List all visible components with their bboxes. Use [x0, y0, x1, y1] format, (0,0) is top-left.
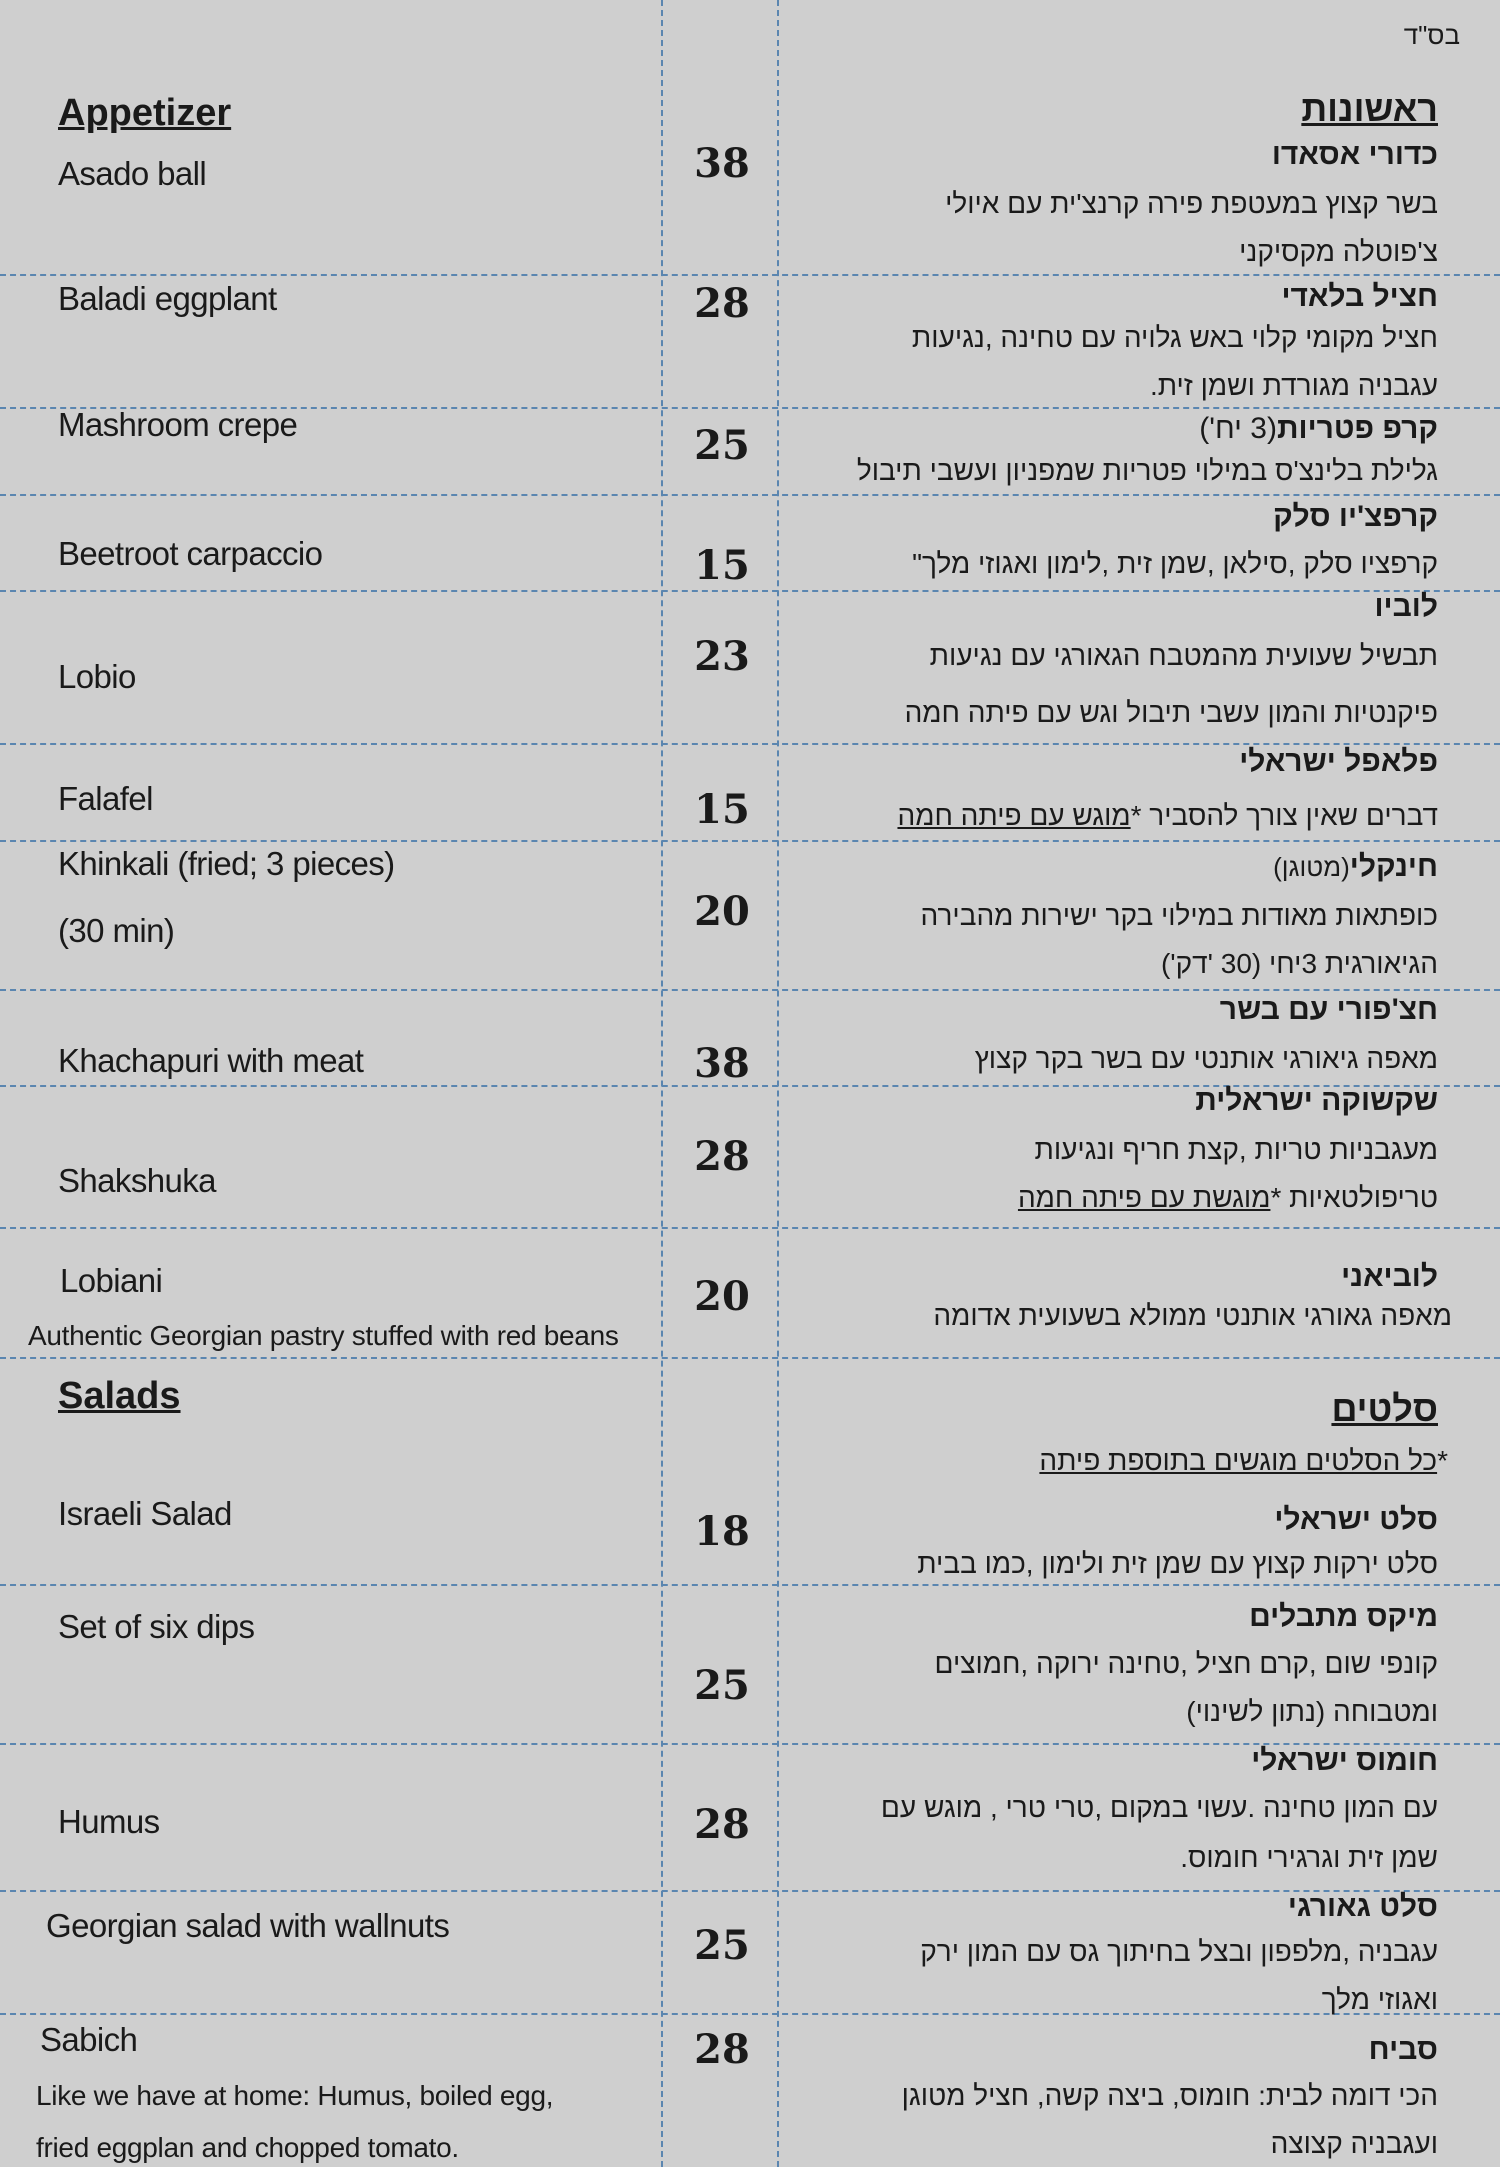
item-title-he: קרפצ'יו סלק: [1273, 500, 1438, 533]
item-name-en: Khinkali (fried; 3 pieces): [58, 845, 395, 882]
item-name-en: Set of six dips: [58, 1608, 255, 1645]
item-desc-en: Like we have at home: Humus, boiled egg,: [36, 2080, 554, 2111]
row-divider: [0, 494, 1500, 496]
item-desc-he: טריפולטאיות *מוגשת עם פיתה חמה: [1017, 1182, 1438, 1213]
item-name-en-line2: (30 min): [58, 912, 175, 949]
item-price: 38: [694, 140, 750, 187]
item-price: 20: [694, 1273, 750, 1320]
item-desc-he: גלילת בלינצ'ס במילוי פטריות שמפניון ועשבי תיבול: [856, 455, 1438, 486]
item-desc-he: ועגבניה קצוצה: [1270, 2128, 1438, 2159]
item-title-he: שקשוקה ישראלית: [1195, 1084, 1438, 1117]
item-price: 28: [694, 1801, 750, 1848]
salads-heading-he: סלטים: [1331, 1388, 1438, 1429]
appetizer-heading-en: Appetizer: [58, 92, 232, 134]
row-divider: [0, 1227, 1500, 1229]
item-desc-he: הכי דומה לבית: חומוס, ביצה קשה, חציל מטוגן: [901, 2080, 1438, 2111]
item-desc-he: עם המון טחינה .עשוי במקום ,טרי טרי , מוגש עם: [880, 1792, 1438, 1823]
item-price: 25: [694, 1662, 750, 1709]
item-desc-he: ומטבוחה (נתון לשינוי): [1186, 1696, 1438, 1727]
item-price: 15: [694, 786, 750, 833]
row-divider: [0, 1584, 1500, 1586]
item-title-he: חציל בלאדי: [1281, 280, 1438, 313]
appetizer-heading-he: ראשונות: [1301, 88, 1438, 129]
item-name-en: Sabich: [40, 2021, 138, 2058]
item-name-en: Khachapuri with meat: [58, 1042, 364, 1079]
item-desc-he: מעגבניות טריות ,קצת חריף ונגיעות: [1034, 1134, 1438, 1165]
item-title-he: לוביו: [1374, 590, 1438, 623]
item-desc-he: קונפי שום ,קרם חציל ,טחינה ירוקה ,חמוצים: [934, 1648, 1438, 1679]
item-name-en: Israeli Salad: [58, 1495, 232, 1532]
item-title-he: חינקלי(מטוגן): [1273, 850, 1438, 883]
item-desc-he: פיקנטיות והמון עשבי תיבול וגש עם פיתה חמה: [904, 697, 1438, 728]
item-desc-he: מאפה גיאורגי אותנטי עם בשר בקר קצוץ: [974, 1043, 1438, 1074]
item-desc-he: הגיאורגית 3יחי (30 'דק'): [1160, 948, 1438, 979]
salads-note-he: *כל הסלטים מוגשים בתוספת פיתה: [1039, 1445, 1448, 1476]
salads-heading-en: Salads: [58, 1375, 181, 1417]
item-desc-he: כופתאות מאודות במילוי בקר ישירות מהבירה: [920, 900, 1438, 931]
item-name-en: Baladi eggplant: [58, 280, 277, 317]
item-desc-he: דברים שאין צורך להסביר *מוגש עם פיתה חמה: [897, 800, 1438, 831]
item-title-he: לוביאני: [1341, 1260, 1438, 1293]
item-name-en: Humus: [58, 1803, 160, 1840]
item-name-en: Lobio: [58, 658, 136, 695]
item-title-he: סלט ישראלי: [1274, 1503, 1438, 1536]
item-desc-he: סלט ירקות קצוץ עם שמן זית ולימון ,כמו בבית: [917, 1548, 1438, 1579]
item-title-he: פלאפל ישראלי: [1239, 745, 1438, 778]
item-desc-he: צ'פוטלה מקסיקני: [1239, 236, 1438, 267]
item-name-en: Mashroom crepe: [58, 406, 298, 443]
item-desc-he: תבשיל שעועית מהמטבח הגאורגי עם נגיעות: [929, 640, 1438, 671]
item-title-he: כדורי אסאדו: [1271, 138, 1438, 171]
row-divider: [0, 989, 1500, 991]
item-desc-he: קרפציו סלק ,סילאן ,שמן זית ,לימון ואגוזי מלך": [912, 548, 1438, 579]
item-price: 15: [694, 542, 750, 589]
item-name-en: Falafel: [58, 780, 153, 817]
item-name-en: Shakshuka: [58, 1162, 216, 1199]
item-desc-he: שמן זית וגרגירי חומוס.: [1180, 1842, 1438, 1873]
item-title-he: חומוס ישראלי: [1251, 1744, 1438, 1777]
item-title-he: חצ'פורי עם בשר: [1219, 993, 1438, 1026]
row-divider: [0, 274, 1500, 276]
item-title-he: קרפ פטריות(3 יח'): [1199, 412, 1438, 445]
item-desc-he: בשר קצוץ במעטפת פירה קרנצ'ית עם איולי: [945, 188, 1438, 219]
item-name-en: Georgian salad with wallnuts: [46, 1907, 450, 1944]
item-desc-he: עגבניה ,מלפפון ובצל בחיתוך גס עם המון ירק: [920, 1936, 1438, 1967]
item-price: 28: [694, 1133, 750, 1180]
item-desc-en-line2: fried eggplan and chopped tomato.: [36, 2132, 459, 2163]
item-price: 20: [694, 888, 750, 935]
item-name-en: Beetroot carpaccio: [58, 535, 323, 572]
item-title-he: סלט גאורגי: [1287, 1890, 1438, 1923]
item-name-en: Asado ball: [58, 155, 207, 192]
bsd-mark: בס"ד: [1403, 20, 1460, 50]
item-price: 23: [694, 633, 750, 680]
item-desc-he: ואגוזי מלך: [1321, 1984, 1438, 2015]
item-price: 28: [694, 2026, 750, 2073]
item-price: 25: [694, 422, 750, 469]
item-title-he: מיקס מתבלים: [1249, 1600, 1438, 1633]
item-price: 38: [694, 1040, 750, 1087]
item-price: 25: [694, 1922, 750, 1969]
row-divider: [0, 1357, 1500, 1359]
row-divider: [0, 840, 1500, 842]
item-desc-he: חציל מקומי קלוי באש גלויה עם טחינה ,נגיעות: [911, 322, 1438, 353]
item-desc-en: Authentic Georgian pastry stuffed with red beans: [28, 1320, 619, 1351]
item-price: 18: [694, 1508, 750, 1555]
item-desc-he: מאפה גאורגי אותנטי ממולא בשעועית אדומה: [933, 1300, 1452, 1331]
item-name-en: Lobiani: [60, 1262, 163, 1299]
item-desc-he: עגבניה מגורדת ושמן זית.: [1149, 370, 1438, 401]
item-title-he: סביח: [1368, 2033, 1438, 2066]
item-price: 28: [694, 280, 750, 327]
